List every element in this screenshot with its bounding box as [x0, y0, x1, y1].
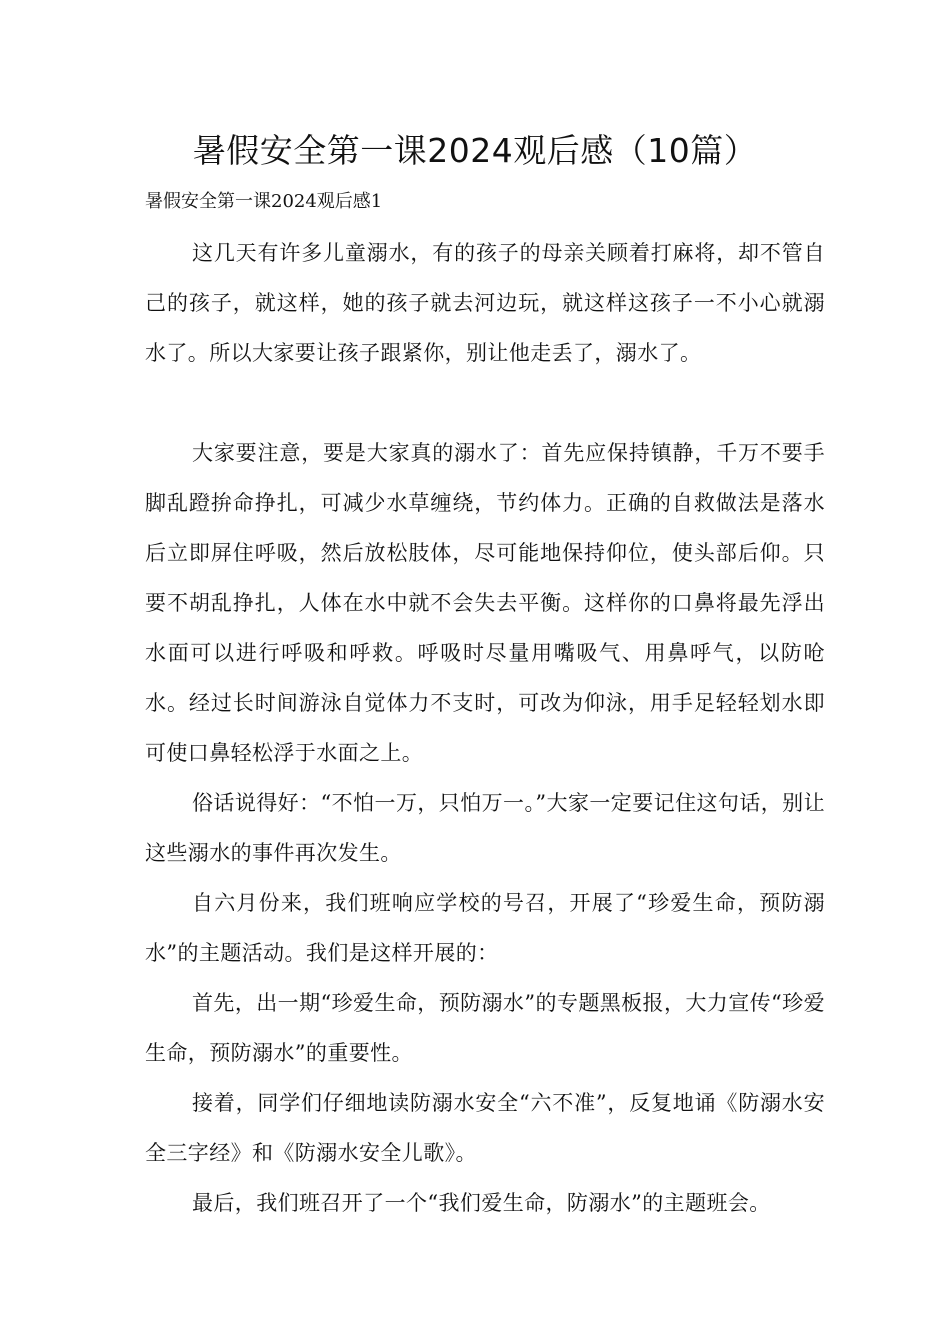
paragraph-1: 这几天有许多儿童溺水，有的孩子的母亲关顾着打麻将，却不管自己的孩子，就这样，她的孩子就去河边玩，就这样这孩子一不小心就溺水了。所以大家要让孩子跟紧你，别让他走丢了，溺水了。 — [145, 241, 825, 365]
paragraph-4: 自六月份来，我们班响应学校的号召，开展了“珍爱生命，预防溺水”的主题活动。我们是这样开展的： — [145, 891, 825, 965]
section-title: 暑假安全第一课2024观后感1 — [145, 191, 383, 212]
document-body — [145, 228, 825, 1228]
paragraph-2: 大家要注意，要是大家真的溺水了：首先应保持镇静，千万不要手脚乱蹬拚命挣扎，可减少水草缠绕，节约体力。正确的自救做法是落水后立即屏住呼吸，然后放松肢体，尽可能地保持仰位，使头部后仰。只要不胡乱挣扎，人体在水中就不会失去平衡。这样你的口鼻将最先浮出水面可以进行呼吸和呼救。呼吸时尽量用嘴吸气、用鼻呼气，以防呛水。经过长时间游泳自觉体力不支时，可改为仰泳，用手足轻轻划水即可使口鼻轻松浮于水面之上。 — [145, 441, 825, 765]
document-title: 暑假安全第一课2024观后感（10篇） — [192, 131, 758, 170]
paragraph-6: 接着，同学们仔细地读防溺水安全“六不准”，反复地诵《防溺水安全三字经》和《防溺水安全儿歌》。 — [145, 1091, 825, 1165]
paragraph-5: 首先，出一期“珍爱生命，预防溺水”的专题黑板报，大力宣传“珍爱生命，预防溺水”的重要性。 — [145, 991, 825, 1065]
paragraph-7: 最后，我们班召开了一个“我们爱生命，防溺水”的主题班会。 — [192, 1191, 771, 1215]
paragraph-3: 俗话说得好：“不怕一万，只怕万一。”大家一定要记住这句话，别让这些溺水的事件再次发生。 — [145, 791, 825, 865]
